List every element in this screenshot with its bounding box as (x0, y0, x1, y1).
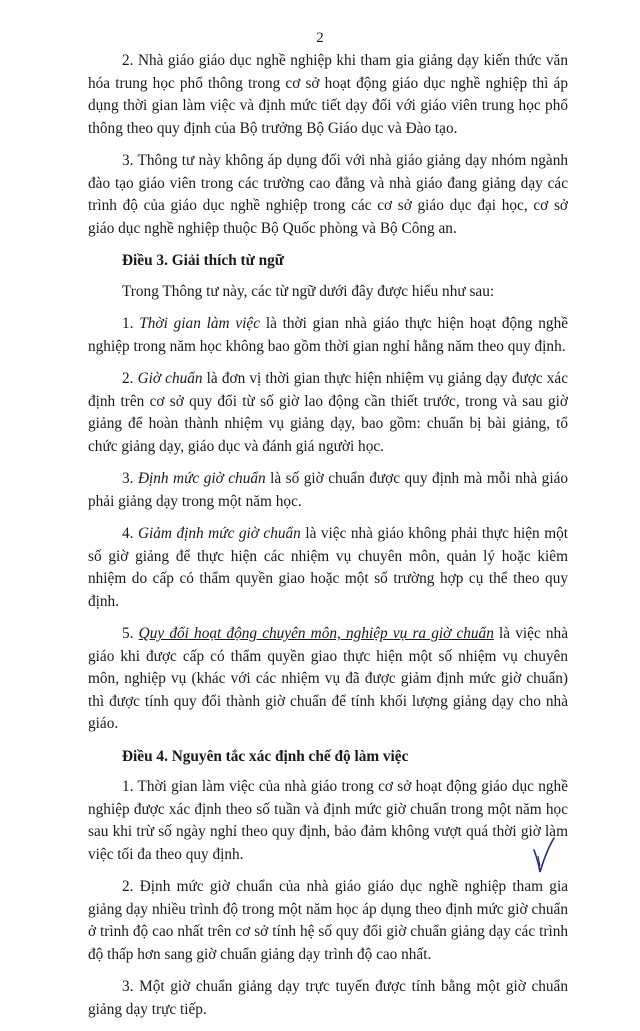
definition-paragraph (88, 468, 568, 513)
defined-term: Giờ chuẩn (137, 370, 203, 387)
definition-text: là việc nhà giáo khi được cấp có thẩm quyền giao thực hiện một số nhiệm vụ chuyên môn, nghiệp vụ (khác với các nhiệm vụ đã được giảm định mức giờ chuẩn) thì được tính quy đổi thành giờ chuẩn để tính khối lượng giảng dạy cho nhà giáo. (88, 625, 568, 732)
initial-mark-signature (532, 836, 556, 876)
defined-term: Giảm định mức giờ chuẩn (137, 525, 301, 542)
page-number: 2 (316, 30, 324, 46)
definition-number: 3. (122, 470, 138, 487)
definition-paragraph (88, 368, 568, 458)
document-body (88, 50, 568, 1031)
body-paragraph: 2. Nhà giáo giáo dục nghề nghiệp khi tham gia giảng dạy kiến thức văn hóa trung học phổ thông trong cơ sở hoạt động giáo dục nghề nghiệp thì áp dụng thời gian làm việc và định mức tiết dạy đối với giáo viên trung học phổ thông theo quy định của Bộ trưởng Bộ Giáo dục và Đào tạo. (88, 52, 568, 137)
definition-text: là việc nhà giáo không phải thực hiện một số giờ giảng để thực hiện các nhiệm vụ chuyên môn, quản lý hoặc kiêm nhiệm do cấp có thẩm quyền giao hoặc một số trường hợp cụ thể theo quy định. (88, 525, 569, 610)
definition-paragraph (88, 313, 568, 358)
body-paragraph: 3. Một giờ chuẩn giảng dạy trực tuyến được tính bằng một giờ chuẩn giảng dạy trực tiếp. (88, 978, 568, 1018)
defined-term: Thời gian làm việc (139, 315, 261, 332)
body-paragraph: 1. Thời gian làm việc của nhà giáo trong cơ sở hoạt động giáo dục nghề nghiệp được xác định theo số tuần và định mức giờ chuẩn trong một năm học sau khi trừ số ngày nghỉ theo quy định, bảo đảm không vượt quá thời giờ làm việc tối đa theo quy định. (88, 778, 568, 863)
defined-term: Định mức giờ chuẩn (137, 470, 266, 487)
definition-paragraph (88, 623, 568, 736)
article-heading: Điều 3. Giải thích từ ngữ (122, 252, 284, 269)
definition-number: 1. (122, 315, 140, 332)
body-paragraph: 2. Định mức giờ chuẩn của nhà giáo giáo dục nghề nghiệp tham gia giảng dạy nhiều trình độ trong một năm học áp dụng theo định mức giờ chuẩn ở trình độ cao nhất trên cơ sở tính hệ số quy đổi giờ chuẩn giảng dạy các trình độ thấp hơn sang giờ chuẩn giảng dạy trình độ cao nhất. (88, 878, 568, 963)
definition-text: là thời gian nhà giáo thực hiện hoạt động nghề nghiệp trong năm học không bao gồm thời gian nghỉ hằng năm theo quy định. (88, 315, 569, 355)
definition-number: 5. (122, 625, 139, 642)
definition-text: là đơn vị thời gian thực hiện nhiệm vụ giảng dạy được xác định trên cơ sở quy đổi từ số giờ lao động cần thiết trước, trong và sau giờ giảng để hoàn thành nhiệm vụ giảng dạy, bao gồm: chuẩn bị bài giảng, tổ chức giảng dạy, giáo dục và đánh giá người học. (88, 370, 568, 455)
body-paragraph: 3. Thông tư này không áp dụng đối với nhà giáo giảng dạy nhóm ngành đào tạo giáo viên trong các trường cao đẳng và nhà giáo đang giảng dạy các trình độ của giáo dục nghề nghiệp trong các cơ sở giáo dục đại học, cơ sở giáo dục nghề nghiệp thuộc Bộ Quốc phòng và Bộ Công an. (88, 152, 568, 237)
body-paragraph: Trong Thông tư này, các từ ngữ dưới đây được hiểu như sau: (122, 282, 495, 300)
definition-paragraph (88, 523, 568, 613)
definition-text: là số giờ chuẩn được quy định mà mỗi nhà giáo phải giảng dạy trong một năm học. (88, 470, 569, 510)
definition-number: 2. (122, 370, 138, 387)
article-heading: Điều 4. Nguyên tắc xác định chế độ làm việc (122, 747, 409, 765)
defined-term: Quy đổi hoạt động chuyên môn, nghiệp vụ ra giờ chuẩn (138, 625, 494, 642)
definition-number: 4. (122, 525, 138, 542)
